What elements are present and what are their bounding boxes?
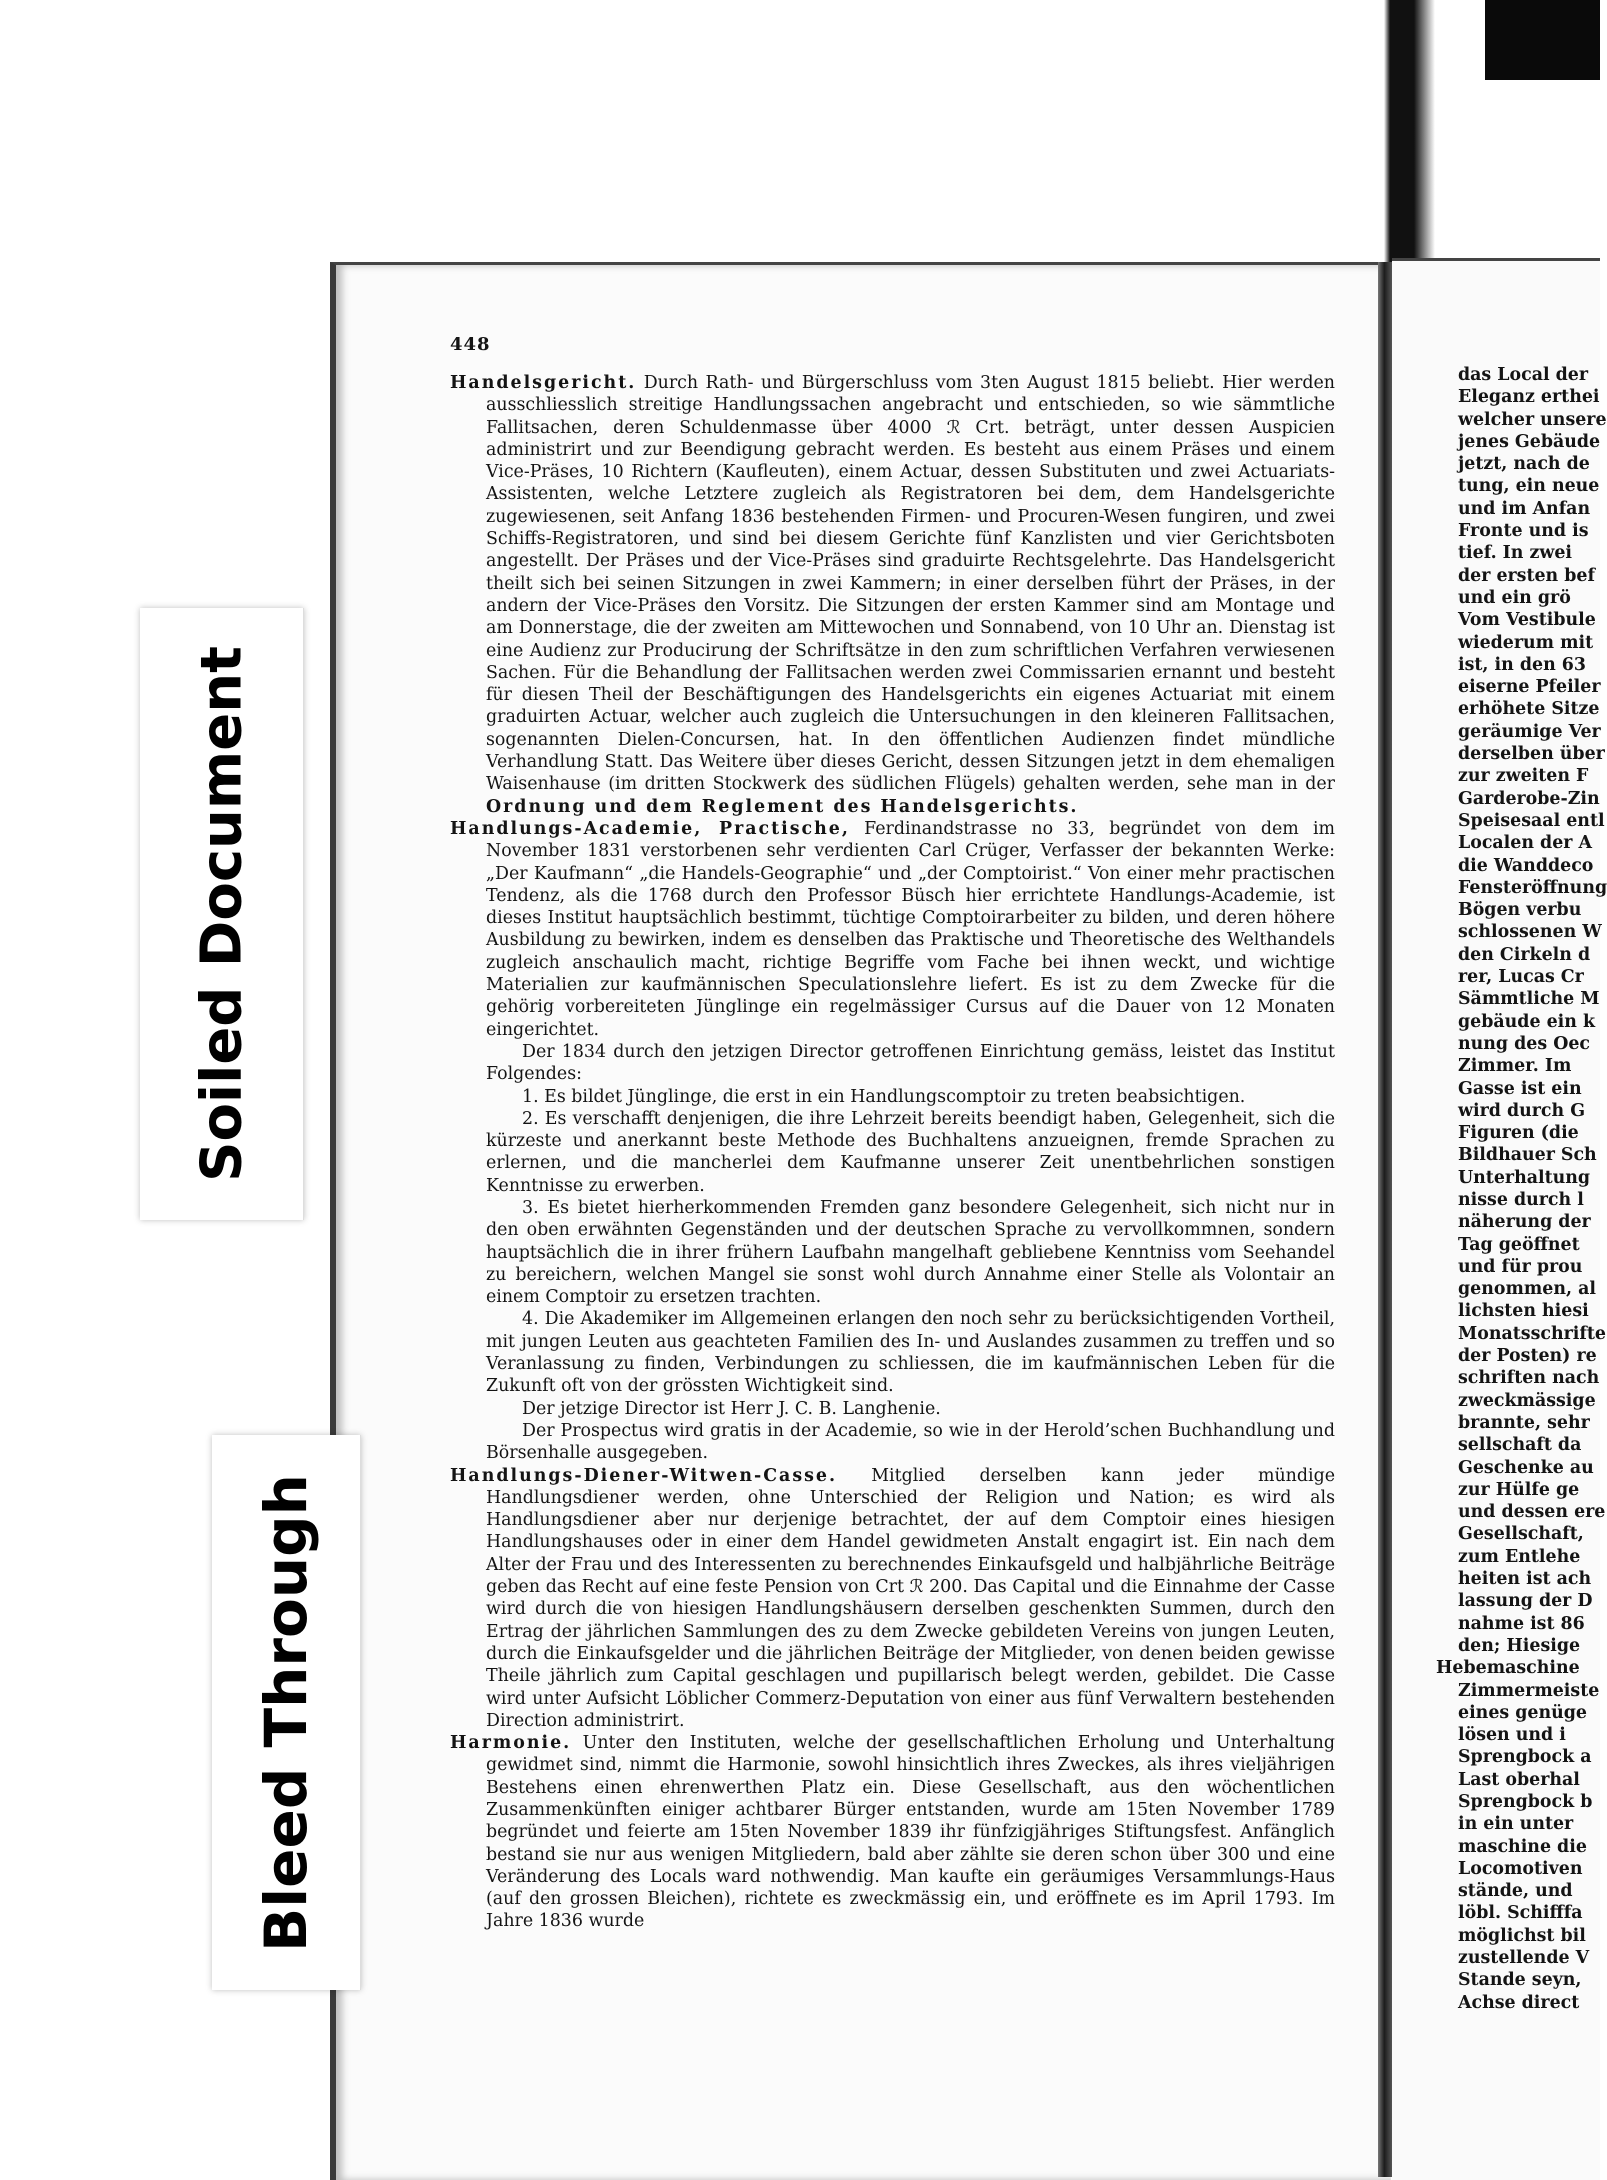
right-column-line: Achse direct <box>1458 1992 1580 2013</box>
entry-handelsgericht <box>450 372 1335 818</box>
right-column-line: das Local der <box>1458 365 1589 385</box>
right-column-line: Gesellschaft, <box>1458 1524 1584 1545</box>
right-column-line: Fensteröffnung <box>1458 877 1607 898</box>
right-column-line: Localen der A <box>1458 833 1592 854</box>
right-column-line: Speisesaal entl <box>1458 810 1605 831</box>
bleed-through-label: Bleed Through <box>252 1473 320 1952</box>
right-column-line: und ein grö <box>1458 587 1571 608</box>
soiled-document-label: Soiled Document <box>189 646 254 1182</box>
right-column-line: gebäude ein k <box>1458 1011 1595 1032</box>
right-column-line: näherung der <box>1458 1212 1591 1233</box>
right-column-line: Sämmtliche M <box>1458 989 1600 1010</box>
right-column-line: rer, Lucas Cr <box>1458 967 1584 988</box>
right-column-line: sellschaft da <box>1458 1435 1582 1456</box>
right-column-line: erhöhete Sitze <box>1458 699 1600 720</box>
right-column-line: Locomotiven <box>1458 1858 1583 1879</box>
right-column-line: in ein unter <box>1458 1814 1574 1835</box>
right-column-line: jenes Gebäude <box>1458 431 1601 452</box>
right-column-line: Tag geöffnet <box>1458 1234 1580 1255</box>
right-column-line: wird durch G <box>1458 1100 1586 1121</box>
right-column-line: Unterhaltung <box>1458 1167 1591 1188</box>
right-column-line: Sprengbock a <box>1458 1747 1592 1768</box>
right-column-line: den Cirkeln d <box>1458 944 1591 965</box>
right-column-line: Hebemaschine <box>1436 1658 1580 1679</box>
right-page-text <box>1436 364 1607 2014</box>
page-number: 448 <box>450 334 491 355</box>
right-column-line: tief. In zwei <box>1458 543 1573 564</box>
entry-term: Handelsgericht. <box>450 373 637 393</box>
right-column-line: lassung der D <box>1458 1591 1593 1612</box>
right-column-line: eiserne Pfeiler <box>1458 677 1601 698</box>
right-column-line: Eleganz erthei <box>1458 387 1600 408</box>
right-column-line: Bögen verbu <box>1458 900 1582 921</box>
right-column-line: möglichst bil <box>1458 1925 1586 1946</box>
right-column-line: den; Hiesige <box>1458 1635 1581 1656</box>
entry-text: Mitglied derselben kann jeder mündige Handlungsdiener werden, ohne Unterschied der Religion und Nation; es wird als Handlungsdiener aber nur derjenige betrachtet, der auf dem Comptoir eines hiesigen Handlungshauses oder in einer dem Handel gewidmeten Anstalt engagirt ist. Ein nach dem Alter der Frau und des Interessenten zu berechnendes Einkaufsgeld und halbjährliche Beiträge geben das Recht auf eine feste Pension von Crt ℛ 200. Das Capital und die Einnahme der Casse wird durch die von hiesigen Handlungshäusern derselben geschenkten Summen, durch den Ertrag der jährlichen Sammlungen des zu dem Zwecke gebildeten Vereins von jungen Leuten, durch die Einkaufsgelder und die jährlichen Beiträge der Mitglieder, von denen beiden gewisse Theile jährlich zum Capital geschlagen und pupillarisch belegt werden, gebildet. Die Casse wird unter Aufsicht Löblicher Commerz-Deputation von einer aus fünf Verwaltern bestehenden Direction administrirt. <box>486 1465 1336 1731</box>
academy-item: 1. Es bildet Jünglinge, die erst in ein Handlungscomptoir zu treten beabsichtigen. <box>522 1086 1246 1107</box>
right-column-line: geräumige Ver <box>1458 721 1601 742</box>
right-column-line: Gasse ist ein <box>1458 1078 1582 1099</box>
entry-witwen-casse <box>450 1465 1335 1733</box>
entry-term: Harmonie. <box>450 1733 572 1754</box>
right-column-line: derselben über <box>1458 744 1605 765</box>
right-column-line: tung, ein neue <box>1458 476 1600 497</box>
right-column-line: eines genüge <box>1458 1702 1587 1723</box>
right-column-line: der Posten) re <box>1458 1346 1597 1367</box>
dark-corner <box>1485 0 1600 80</box>
entry-handlungs-academie <box>450 818 1335 1041</box>
right-column-line: Monatsschrifte <box>1458 1323 1606 1344</box>
right-column-line: nisse durch l <box>1458 1189 1584 1210</box>
right-column-line: löbl. Schifffa <box>1458 1903 1583 1924</box>
right-column-line: Geschenke au <box>1458 1457 1594 1478</box>
academy-intro: Der 1834 durch den jetzigen Director getroffenen Einrichtung gemäss, leistet das Institut Folgendes: <box>486 1041 1335 1085</box>
academy-director: Der jetzige Director ist Herr J. C. B. Langhenie. <box>522 1398 941 1419</box>
right-column-line: Vom Vestibule <box>1458 610 1596 631</box>
right-column-line: und im Anfan <box>1458 498 1591 519</box>
right-column-line: brannte, sehr <box>1458 1412 1590 1433</box>
right-column-line: Sprengbock b <box>1458 1792 1593 1812</box>
right-column-line: Zimmer. Im <box>1458 1056 1572 1077</box>
right-column-line: lösen und i <box>1458 1725 1566 1746</box>
right-column-line: maschine die <box>1458 1836 1587 1857</box>
book-gutter <box>1378 262 1392 2177</box>
right-column-line: und für prou <box>1458 1256 1583 1277</box>
right-column-line: zustellende V <box>1458 1948 1590 1969</box>
right-column-line: schriften nach <box>1458 1368 1600 1389</box>
academy-item: 4. Die Akademiker im Allgemeinen erlangen den noch sehr zu berücksichtigenden Vortheil, mit jungen Leuten aus geachteten Familien des In- und Auslandes zusammen zu treffen und so Veranlassung zu finden, Verbindungen zu schliessen, die im kaufmännischen Leben für die Zukunft oft von der grössten Wichtigkeit sind. <box>486 1309 1335 1397</box>
right-column-line: Fronte und is <box>1458 521 1589 542</box>
right-column-line: Garderobe-Zin <box>1458 788 1600 809</box>
entry-term: Handlungs-Academie, Practische, <box>450 818 850 839</box>
right-column-line: zur zweiten F <box>1458 766 1589 787</box>
right-column-line: der ersten bef <box>1458 565 1595 586</box>
right-column-line: Bildhauer Sch <box>1458 1145 1597 1166</box>
entry-emphasis: Ordnung und dem Reglement des Handelsgerichts. <box>486 796 1079 817</box>
entry-term: Handlungs-Diener-Witwen-Casse. <box>450 1465 838 1486</box>
page-body <box>450 372 1335 1933</box>
right-column-line: ist, in den 63 <box>1458 654 1586 675</box>
bleed-through-tab <box>212 1435 361 1990</box>
right-column-line: und dessen ere <box>1458 1502 1606 1523</box>
right-column-line: Last oberhal <box>1458 1769 1580 1790</box>
right-column-line: Figuren (die <box>1458 1123 1579 1144</box>
academy-item: 2. Es verschafft denjenigen, die ihre Lehrzeit bereits beendigt haben, Gelegenheit, sich die kürzeste und anerkannt beste Methode des Buchhaltens anzueignen, fremde Sprachen zu erlernen, und die mancherlei dem Kaufmanne unserer Zeit unentbehrlichen sonstigen Kenntnisse zu erwerben. <box>486 1108 1335 1196</box>
right-column-line: genommen, al <box>1458 1279 1596 1300</box>
right-column-line: heiten ist ach <box>1458 1569 1592 1590</box>
right-column-line: Zimmermeiste <box>1458 1680 1600 1701</box>
soiled-document-tab <box>140 608 304 1220</box>
right-column-line: zweckmässige <box>1458 1390 1596 1411</box>
right-column-line: die Wanddeco <box>1458 855 1594 876</box>
entry-harmonie <box>450 1732 1335 1933</box>
academy-prospectus: Der Prospectus wird gratis in der Academie, so wie in der Herold’schen Buchhandlung und Börsenhalle ausgegeben. <box>486 1420 1335 1464</box>
right-column-line: schlossenen W <box>1458 922 1602 943</box>
entry-text: Durch Rath- und Bürgerschluss vom 3ten August 1815 beliebt. Hier werden ausschliesslich streitige Handlungssachen angebracht und entschieden, so wie sämmtliche Fallitsachen, deren Schuldenmasse über 4000 ℛ Crt. beträgt, unter dessen Auspicien administrirt und zur Beendigung gebracht werden. Es besteht aus einem Präses und einem Vice-Präses, 10 Richtern (Kaufleuten), einem Actuar, dessen Substituten und zwei Actuariats-Assistenten, welche Letztere zugleich als Registratoren bei dem, dem Handelsgerichte zugewiesenen, seit Anfang 1836 bestehenden Firmen- und Procuren-Wesen fungiren, und zwei Schiffs-Registratoren, und sind bei diesem Gerichte fünf Kanzlisten und vier Gerichtsboten angestellt. Der Präses und der Vice-Präses sind graduirte Rechtsgelehrte. Das Handelsgericht theilt sich bei seinen Sitzungen in zwei Kammern; in einer derselben führt der Präses, in der andern der Vice-Präses den Vorsitz. Die Sitzungen der ersten Kammer sind am Montage und am Donnerstage, die der zweiten am Mittewochen und Sonnabend, von 10 Uhr an. Dienstag ist eine Audienz zur Producirung der Schriftsätze in den zum schriftlichen Verfahren verwiesenen Sachen. Für die Behandlung der Fallitsachen werden zwei Commissarien ernannt und besteht für diesen Theil der Beschäftigungen des Handelsgerichts ein eigenes Actuariat mit einem graduirten Actuar, welcher auch zugleich die Untersuchungen in den kleineren Fallitsachen, sogenannten Dielen-Concursen, hat. In den öffentlichen Audienzen findet mündliche Verhandlung Statt. Das Weitere über dieses Gericht, dessen Sitzungen jetzt in dem ehemaligen Waisenhause (im dritten Stockwerk des südlichen Flügels) gehalten werden, sehe man in der <box>486 373 1335 795</box>
right-column-line: Stande seyn, <box>1458 1970 1582 1991</box>
right-column-line: zum Entlehe <box>1458 1546 1581 1567</box>
right-column-line: nahme ist 86 <box>1458 1613 1585 1634</box>
right-column-line: lichsten hiesi <box>1458 1301 1589 1322</box>
entry-text: Ferdinandstrasse no 33, begründet von dem im November 1831 verstorbenen sehr verdienten Carl Crüger, Verfasser der bekannten Werke: „Der Kaufmann“ „die Handels-Geographie“ und „der Comptoirist.“ Von einer mehr practischen Tendenz, als die 1768 durch den Professor Büsch hier errichtete Handlungs-Academie, ist dieses Institut hauptsächlich bestimmt, tüchtige Comptoirarbeiter zu bilden, und deren höhere Ausbildung zu bewirken, indem es denselben das Praktische und Theoretische des Welthandels zugleich anschaulich macht, richtige Begriffe vom Fache bei ihnen weckt, und wichtige Materialien zur kaufmännischen Speculationslehre liefert. Es ist zu dem Zwecke für die gehörig vorbereiteten Jünglinge ein regelmässiger Cursus auf die Dauer von 12 Monaten eingerichtet. <box>486 818 1336 1040</box>
right-column-line: wiederum mit <box>1458 632 1594 653</box>
entry-text: Unter den Instituten, welche der gesellschaftlichen Erholung und Unterhaltung gewidmet sind, nimmt die Harmonie, sowohl hinsichtlich ihres Zweckes, als ihres vieljährigen Bestehens einen ehrenwerthen Platz ein. Diese Gesellschaft, aus den wöchentlichen Zusammenkünften einiger achtbarer Bürger entstanden, wurde am 15ten November 1789 begründet und feierte am 15ten November 1839 ihr fünfzigjähriges Stiftungsfest. Anfänglich bestand sie nur aus wenigen Mitgliedern, bald aber zählte sie deren schon über 300 und eine Veränderung des Locals ward nothwendig. Man kaufte ein geräumiges Versammlungs-Haus (auf den grossen Bleichen), richtete es zweckmässig ein, und eröffnete es im April 1793. Im Jahre 1836 wurde <box>486 1733 1336 1932</box>
right-column-line: nung des Oec <box>1458 1033 1591 1054</box>
right-column-line: stände, und <box>1458 1881 1573 1902</box>
academy-item: 3. Es bietet hierherkommenden Fremden ganz besondere Gelegenheit, sich nicht nur in den oben erwähnten Gegenständen und der deutschen Sprache zu vervollkommnen, sondern hauptsächlich die in ihrer frühern Laufbahn mangelhaft gebliebene Kenntniss vom Seehandel zu bereichern, welchen Mangel sie sonst wohl durch Annahme einer Stelle als Volontair an einem Comptoir zu ersetzen trachten. <box>486 1197 1335 1308</box>
right-column-line: jetzt, nach de <box>1458 454 1590 475</box>
right-column-line: welcher unsere <box>1458 409 1607 430</box>
right-column-line: zur Hülfe ge <box>1458 1479 1580 1500</box>
